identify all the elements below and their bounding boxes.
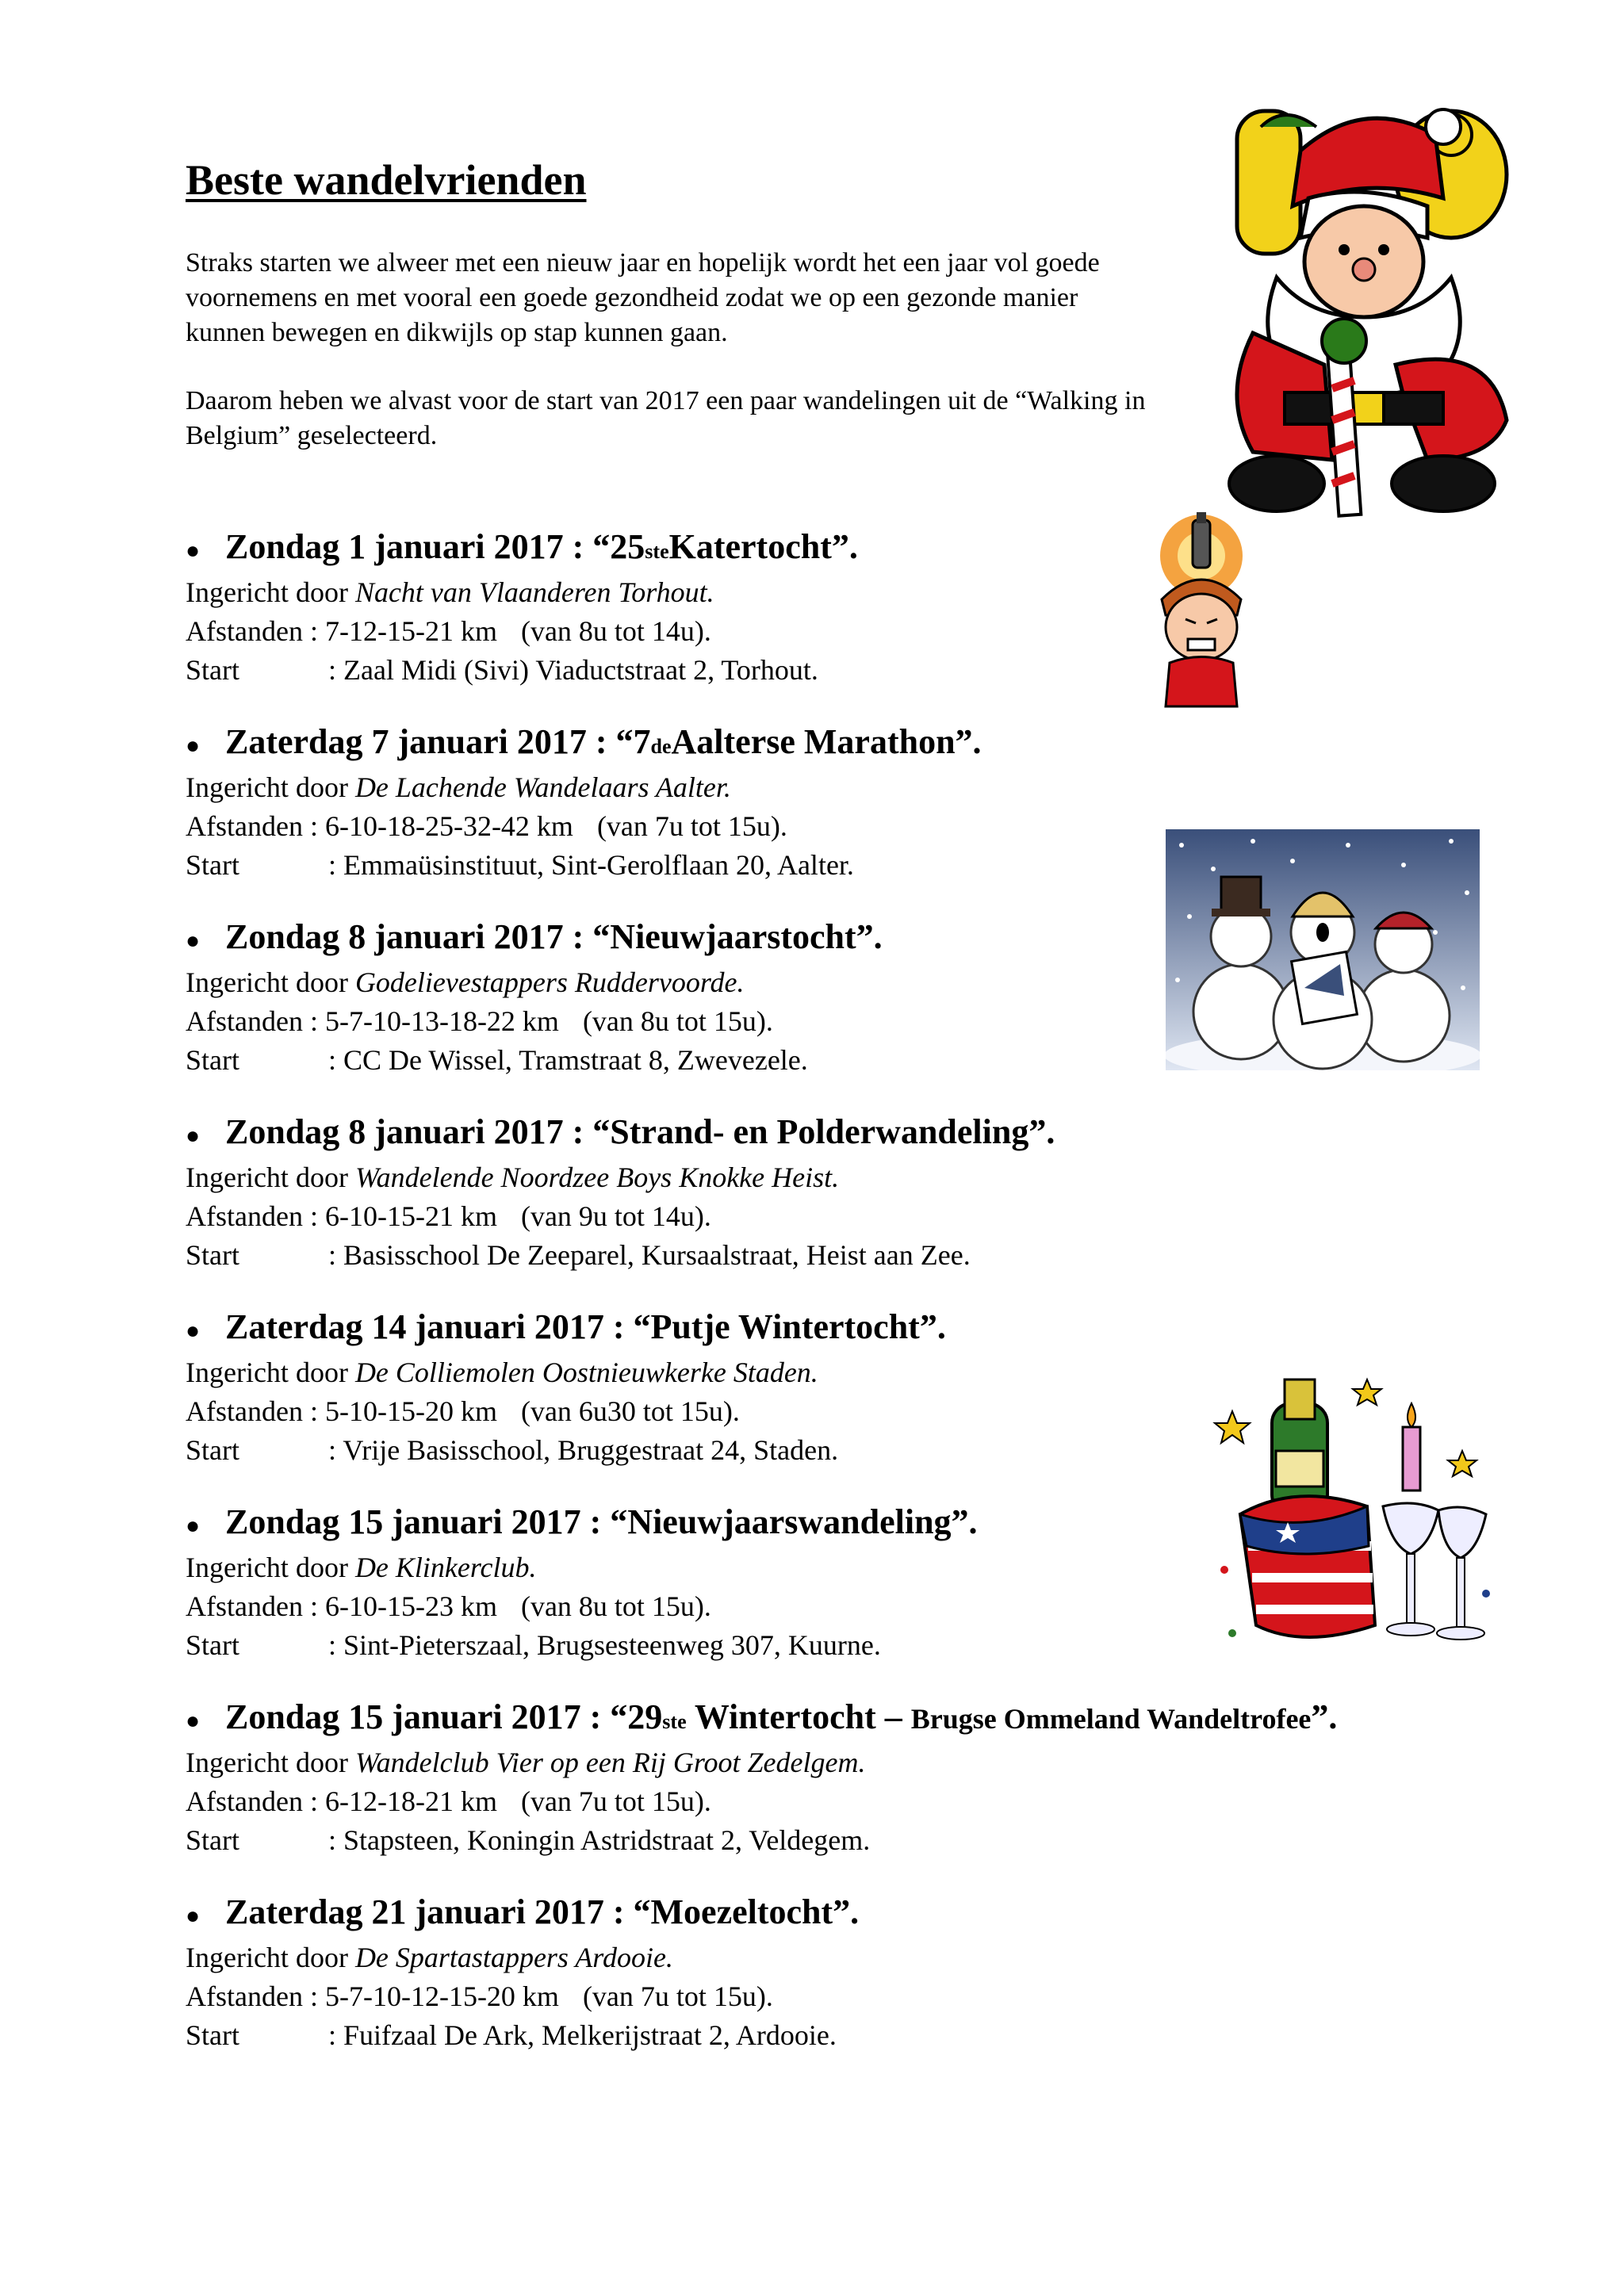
bullet-icon: ● [186, 1123, 201, 1149]
event-8 [186, 1890, 1494, 2055]
event-distances: Afstanden : 6-10-18-25-32-42 km (van 7u tot 15u). [186, 810, 787, 842]
bullet-icon: ● [186, 733, 201, 759]
event-distances: Afstanden : 6-10-15-21 km (van 9u tot 14u). [186, 1200, 711, 1232]
event-start: Start : Vrije Basisschool, Bruggestraat 24, Staden. [186, 1434, 839, 1466]
event-distances: Afstanden : 7-12-15-21 km (van 8u tot 14u). [186, 615, 711, 647]
bullet-icon: ● [186, 538, 201, 564]
bullet-icon: ● [186, 1318, 201, 1344]
intro-text [186, 246, 1153, 487]
event-start: Start : Sint-Pieterszaal, Brugsesteenweg 307, Kuurne. [186, 1629, 881, 1661]
event-organizer: Ingericht door Godelievestappers Ruddervoorde. [186, 966, 745, 998]
event-start: Start : Basisschool De Zeeparel, Kursaalstraat, Heist aan Zee. [186, 1239, 971, 1271]
event-start: Start : Zaal Midi (Sivi) Viaductstraat 2, Torhout. [186, 654, 818, 686]
bullet-icon: ● [186, 1903, 201, 1929]
santa-claus-illustration [1205, 79, 1522, 523]
event-start: Start : Fuifzaal De Ark, Melkerijstraat 2, Ardooie. [186, 2019, 837, 2051]
event-heading: ● Zondag 15 januari 2017 : “Nieuwjaarswandeling”. [186, 1500, 1494, 1548]
event-distances: Afstanden : 6-12-18-21 km (van 7u tot 15u). [186, 1785, 711, 1817]
event-organizer: Ingericht door De Colliemolen Oostnieuwkerke Staden. [186, 1357, 818, 1388]
singing-snowmen-illustration [1166, 829, 1480, 1070]
event-organizer: Ingericht door De Spartastappers Ardooie. [186, 1942, 673, 1973]
page-title: Beste wandelvrienden [186, 156, 587, 204]
event-7 [186, 1695, 1494, 1860]
event-organizer: Ingericht door Wandelclub Vier op een Rij Groot Zedelgem. [186, 1747, 866, 1778]
bullet-icon: ● [186, 1708, 201, 1734]
event-heading: ● Zondag 1 januari 2017 : “25 ste Katertocht”. [186, 525, 1494, 573]
event-heading: ● Zaterdag 7 januari 2017 : “7 de Aalterse Marathon”. [186, 720, 1494, 768]
event-organizer: Ingericht door Wandelende Noordzee Boys Knokke Heist. [186, 1161, 840, 1193]
intro-paragraph-1: Straks starten we alweer met een nieuw jaar en hopelijk wordt het een jaar vol goede voornemens en met vooral een goede gezondheid zodat we op een gezonde manier kunnen bewegen en dikwijls op stap kunnen gaan. [186, 248, 1100, 347]
event-heading: ● Zondag 15 januari 2017 : “29 ste Wintertocht – Brugse Ommeland Wandeltrofee ”. [186, 1695, 1494, 1743]
hangover-boy-illustration [1142, 512, 1261, 710]
bullet-icon: ● [186, 928, 201, 954]
event-distances: Afstanden : 5-7-10-12-15-20 km (van 7u tot 15u). [186, 1980, 773, 2012]
event-start: Start : CC De Wissel, Tramstraat 8, Zwevezele. [186, 1044, 808, 1076]
event-heading: ● Zondag 8 januari 2017 : “Nieuwjaarstocht”. [186, 915, 1494, 963]
event-heading: ● Zaterdag 14 januari 2017 : “Putje Wintertocht”. [186, 1305, 1494, 1353]
event-organizer: Ingericht door De Klinkerclub. [186, 1552, 537, 1583]
event-heading: ● Zondag 8 januari 2017 : “Strand- en Polderwandeling”. [186, 1110, 1494, 1158]
event-start: Start : Emmaüsinstituut, Sint-Gerolflaan 20, Aalter. [186, 849, 854, 881]
event-4 [186, 1110, 1494, 1275]
event-distances: Afstanden : 5-10-15-20 km (van 6u30 tot 15u). [186, 1395, 740, 1427]
event-heading: ● Zaterdag 21 januari 2017 : “Moezeltocht”. [186, 1890, 1494, 1938]
event-organizer: Ingericht door De Lachende Wandelaars Aalter. [186, 771, 731, 803]
event-organizer: Ingericht door Nacht van Vlaanderen Torhout. [186, 576, 714, 608]
event-start: Start : Stapsteen, Koningin Astridstraat 2, Veldegem. [186, 1824, 871, 1856]
event-distances: Afstanden : 5-7-10-13-18-22 km (van 8u tot 15u). [186, 1005, 773, 1037]
champagne-party-hat-illustration [1208, 1364, 1502, 1673]
intro-paragraph-2: Daarom heben we alvast voor de start van 2017 een paar wandelingen uit de “Walking in Belgium” geselecteerd. [186, 386, 1146, 450]
event-distances: Afstanden : 6-10-15-23 km (van 8u tot 15u). [186, 1590, 711, 1622]
event-1 [186, 525, 1494, 690]
bullet-icon: ● [186, 1513, 201, 1539]
